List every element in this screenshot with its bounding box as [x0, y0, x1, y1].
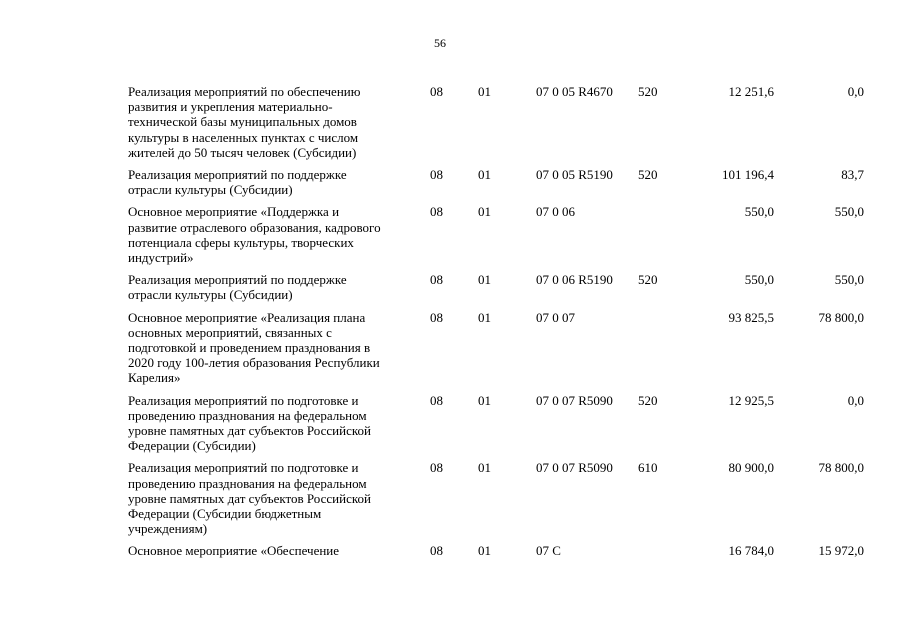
- amount-first-cell: 93 825,5: [728, 309, 774, 325]
- budget-table: [128, 84, 864, 559]
- expense-type-code-cell: [638, 310, 686, 393]
- subsection-code-cell: 01: [478, 543, 491, 559]
- expense-type-code-cell: 520: [638, 272, 658, 288]
- table-row: [128, 460, 864, 543]
- section-code-cell: 08: [430, 309, 443, 325]
- table-row: [128, 543, 864, 558]
- amount-second-cell: 78 800,0: [818, 309, 864, 325]
- expense-name-line: проведению празднования на федеральном: [128, 407, 367, 423]
- table-row: [128, 167, 864, 204]
- expense-name-line: Реализация мероприятий по обеспечению: [128, 84, 361, 99]
- expense-type-code-cell: [638, 204, 686, 272]
- section-code-cell: 08: [430, 272, 443, 288]
- expense-name-cell: [128, 460, 430, 543]
- expense-name-line: развития и укрепления материально-: [128, 99, 333, 115]
- section-code-cell: 08: [430, 543, 443, 559]
- target-item-code-cell: 07 0 07 R5090: [536, 460, 613, 476]
- expense-name-line: уровне памятных дат субъектов Российской: [128, 490, 371, 506]
- expense-name-cell: [128, 84, 430, 167]
- section-code-cell: 08: [430, 84, 443, 99]
- amount-second-cell: 550,0: [834, 204, 864, 220]
- section-code-cell: 08: [430, 392, 443, 408]
- expense-name-cell: [128, 393, 430, 461]
- subsection-code-cell: 01: [478, 460, 491, 476]
- subsection-code-cell: 01: [478, 167, 491, 183]
- expense-name-cell: [128, 543, 430, 558]
- amount-second-cell: 550,0: [834, 272, 864, 288]
- target-item-code-cell: 07 0 07: [536, 309, 575, 325]
- subsection-code-cell: 01: [478, 204, 491, 220]
- amount-second-cell: 15 972,0: [818, 543, 864, 559]
- expense-name-line: Реализация мероприятий по подготовке и: [128, 460, 359, 476]
- expense-type-code-cell: [638, 543, 686, 558]
- expense-name-line: Федерации (Субсидии бюджетным: [128, 506, 322, 522]
- expense-name-line: основных мероприятий, связанных с: [128, 324, 332, 340]
- amount-first-cell: 16 784,0: [728, 543, 774, 559]
- expense-name-line: Реализация мероприятий по поддержке: [128, 272, 347, 288]
- amount-first-cell: 550,0: [744, 272, 774, 288]
- expense-name-line: проведению празднования на федеральном: [128, 475, 367, 491]
- expense-name-cell: [128, 272, 430, 309]
- expense-name-line: жителей до 50 тысяч человек (Субсидии): [128, 144, 357, 160]
- expense-name-line: уровне памятных дат субъектов Российской: [128, 423, 371, 439]
- table-row: [128, 84, 864, 167]
- amount-first-cell: 12 251,6: [728, 84, 774, 99]
- section-code-cell: 08: [430, 460, 443, 476]
- amount-first-cell: 101 196,4: [722, 167, 774, 183]
- expense-type-code-cell: 520: [638, 167, 658, 183]
- target-item-code-cell: 07 0 06: [536, 204, 575, 220]
- table-row: [128, 310, 864, 393]
- expense-type-code-cell: 520: [638, 392, 658, 408]
- expense-name-cell: [128, 204, 430, 272]
- expense-name-line: Основное мероприятие «Реализация плана: [128, 309, 366, 325]
- expense-name-cell: [128, 310, 430, 393]
- expense-name-line: потенциала сферы культуры, творческих: [128, 234, 354, 250]
- expense-name-line: подготовкой и проведением празднования в: [128, 340, 371, 356]
- table-row: [128, 204, 864, 272]
- expense-name-line: Основное мероприятие «Поддержка и: [128, 204, 340, 220]
- expense-name-line: 2020 году 100-летия образования Республики: [128, 355, 380, 371]
- expense-name-line: отрасли культуры (Субсидии): [128, 287, 293, 303]
- expense-name-line: Федерации (Субсидии): [128, 438, 256, 454]
- amount-first-cell: 550,0: [744, 204, 774, 220]
- section-code-cell: 08: [430, 167, 443, 183]
- expense-name-line: Основное мероприятие «Обеспечение: [128, 543, 340, 559]
- amount-first-cell: 80 900,0: [728, 460, 774, 476]
- table-row: [128, 393, 864, 461]
- section-code-cell: 08: [430, 204, 443, 220]
- page-number: 56: [434, 36, 446, 50]
- expense-name-line: отрасли культуры (Субсидии): [128, 182, 293, 198]
- amount-second-cell: 83,7: [841, 167, 864, 183]
- amount-first-cell: 12 925,5: [728, 392, 774, 408]
- expense-name-line: индустрий»: [128, 250, 194, 266]
- expense-name-line: развитие отраслевого образования, кадрового: [128, 219, 381, 235]
- amount-second-cell: 78 800,0: [818, 460, 864, 476]
- target-item-code-cell: 07 0 06 R5190: [536, 272, 613, 288]
- subsection-code-cell: 01: [478, 272, 491, 288]
- expense-name-line: культуры в населенных пунктах с числом: [128, 129, 359, 145]
- amount-second-cell: 0,0: [847, 84, 864, 99]
- subsection-code-cell: 01: [478, 392, 491, 408]
- expense-name-line: учреждениям): [128, 521, 208, 537]
- target-item-code-cell: 07 С: [536, 543, 561, 559]
- expense-name-line: Карелия»: [128, 370, 181, 386]
- target-item-code-cell: 07 0 07 R5090: [536, 392, 613, 408]
- target-item-code-cell: 07 0 05 R4670: [536, 84, 613, 99]
- subsection-code-cell: 01: [478, 84, 491, 99]
- expense-type-code-cell: 610: [638, 460, 658, 476]
- expense-name-line: технической базы муниципальных домов: [128, 114, 357, 130]
- expense-name-line: Реализация мероприятий по подготовке и: [128, 392, 359, 408]
- expense-type-code-cell: 520: [638, 84, 658, 99]
- expense-name-cell: [128, 167, 430, 204]
- table-body: [128, 84, 864, 559]
- target-item-code-cell: 07 0 05 R5190: [536, 167, 613, 183]
- table-row: [128, 272, 864, 309]
- expense-name-line: Реализация мероприятий по поддержке: [128, 167, 347, 183]
- amount-second-cell: 0,0: [847, 392, 864, 408]
- subsection-code-cell: 01: [478, 309, 491, 325]
